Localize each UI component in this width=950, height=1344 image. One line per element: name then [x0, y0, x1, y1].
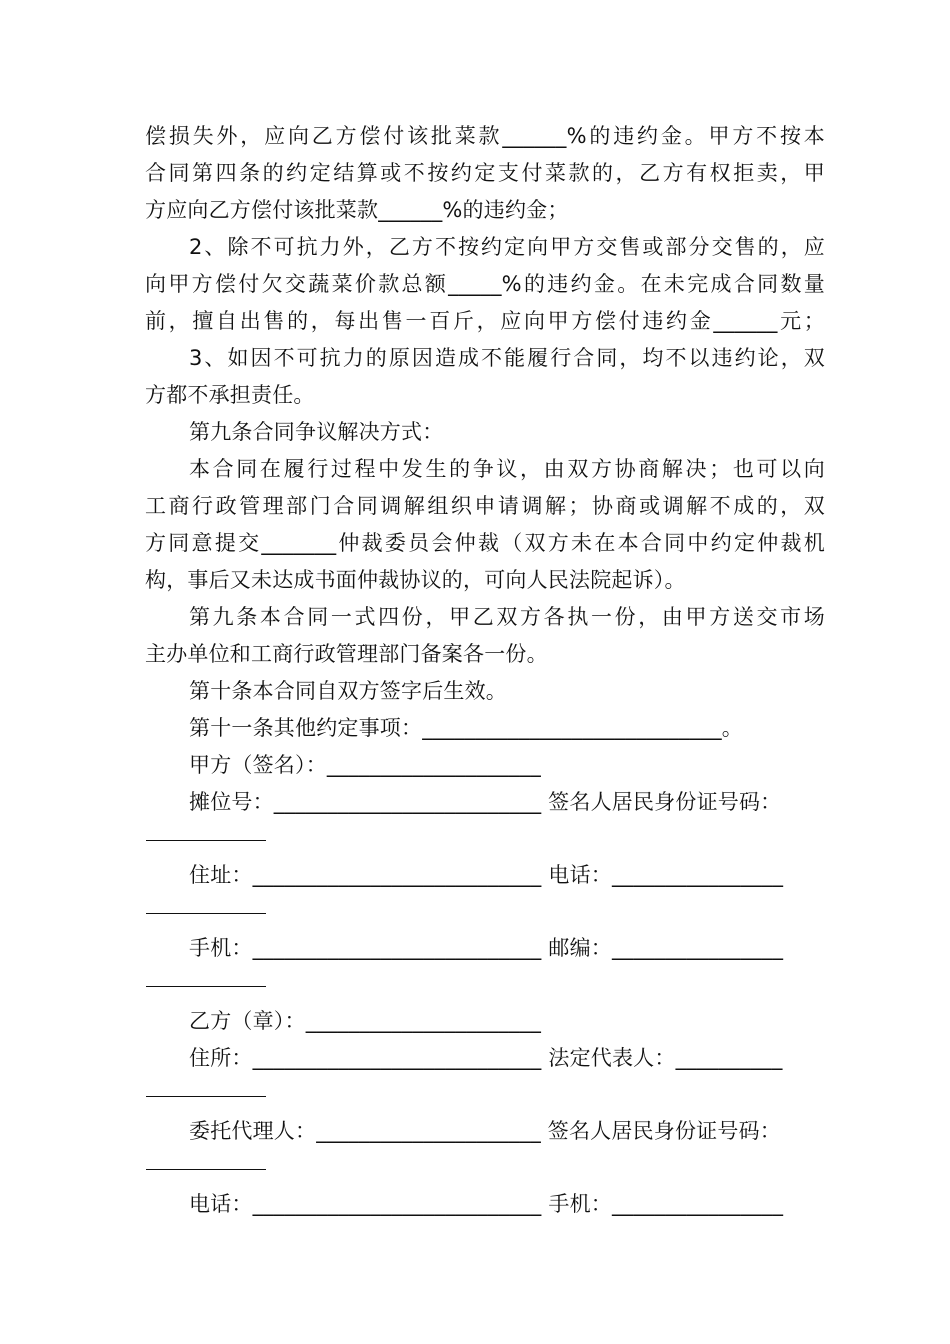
- text-line: 第十一条其他约定事项：____________________________。: [189, 716, 743, 740]
- text-line: 本合同在履行过程中发生的争议，由双方协商解决；也可以向: [189, 457, 825, 481]
- party-a-signature: 甲方（签名）：____________________: [189, 753, 541, 777]
- blank-underline: [146, 1096, 266, 1097]
- residence-line: 住所：___________________________ 法定代表人：__________: [189, 1046, 783, 1070]
- address-line: 住址：___________________________ 电话：________________: [189, 863, 784, 887]
- phone-line: 电话：___________________________ 手机：________________: [189, 1192, 784, 1216]
- agent-line: 委托代理人：_____________________ 签名人居民身份证号码：: [189, 1119, 781, 1143]
- text-line: 第九条本合同一式四份，甲乙双方各执一份，由甲方送交市场: [189, 605, 825, 629]
- text-line: 工商行政管理部门合同调解组织申请调解；协商或调解不成的，双: [145, 494, 825, 518]
- text-line: 方应向乙方偿付该批菜款______%的违约金；: [145, 198, 569, 222]
- text-line: 方都不承担责任。: [145, 383, 315, 407]
- mobile-line: 手机：___________________________ 邮编：________________: [189, 936, 784, 960]
- blank-underline: [146, 986, 266, 987]
- text-line: 偿损失外，应向乙方偿付该批菜款______%的违约金。甲方不按本: [145, 124, 825, 148]
- stall-number-line: 摊位号：_________________________ 签名人居民身份证号码：: [189, 790, 782, 814]
- text-line: 前，擅自出售的，每出售一百斤，应向甲方偿付违约金______元；: [145, 309, 825, 333]
- text-line: 构，事后又未达成书面仲裁协议的，可向人民法院起诉）。: [145, 568, 686, 592]
- text-line: 向甲方偿付欠交蔬菜价款总额_____%的违约金。在未完成合同数量: [145, 272, 825, 296]
- section-heading: 第九条合同争议解决方式：: [189, 420, 444, 444]
- text-line: 2、除不可抗力外，乙方不按约定向甲方交售或部分交售的，应: [189, 235, 825, 259]
- text-line: 3、如因不可抗力的原因造成不能履行合同，均不以违约论，双: [189, 346, 825, 370]
- text-line: 合同第四条的约定结算或不按约定支付菜款的，乙方有权拒卖，甲: [145, 161, 825, 185]
- blank-underline: [146, 1169, 266, 1170]
- text-line: 主办单位和工商行政管理部门备案各一份。: [145, 642, 548, 666]
- text-line: 方同意提交_______仲裁委员会仲裁（双方未在本合同中约定仲裁机: [145, 531, 825, 555]
- text-line: 第十条本合同自双方签字后生效。: [189, 679, 507, 703]
- party-b-seal: 乙方（章）：______________________: [189, 1009, 542, 1033]
- blank-underline: [146, 840, 266, 841]
- blank-underline: [146, 913, 266, 914]
